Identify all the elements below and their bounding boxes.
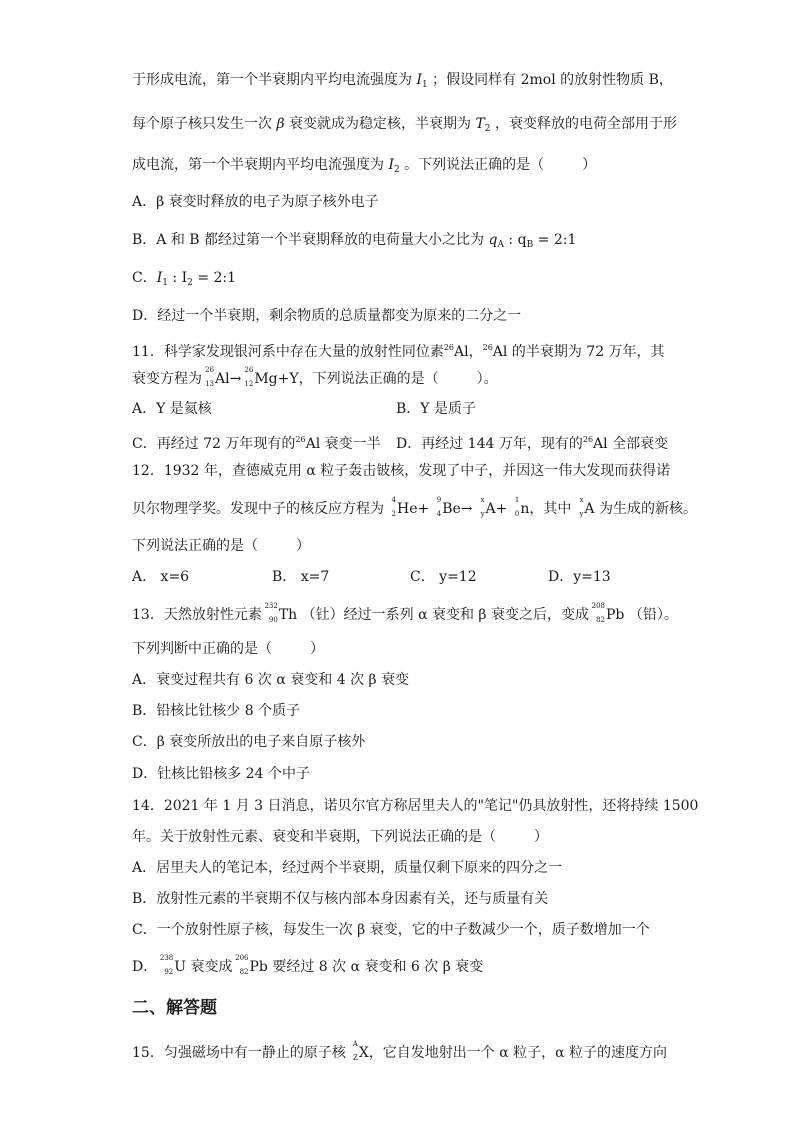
symbol-i1: I xyxy=(416,72,422,88)
q12-stem-line-1: 12．1932 年，查德威克用 α 粒子轰击铍核，发现了中子，并因这一伟大发现而获得诺 xyxy=(132,463,671,479)
text: ；假设同样有 2mol 的放射性物质 B， xyxy=(432,72,673,88)
text: ） xyxy=(582,157,597,173)
q12-option-d[interactable]: D．y=13 xyxy=(548,569,611,585)
text: Pb 要经过 8 次 α 衰变和 6 次 β 衰变 xyxy=(249,959,484,975)
symbol-beta: β xyxy=(276,116,285,132)
text: ） xyxy=(534,829,548,845)
atomic-number: 13 xyxy=(205,380,214,388)
text: Al 全部衰变 xyxy=(593,436,669,452)
text: 贝尔物理学奖。发现中子的核反应方程为 xyxy=(132,501,384,517)
text: +Y，下列说法正确的是（ xyxy=(277,371,439,387)
nuclide-u xyxy=(157,956,173,974)
text: ） xyxy=(310,641,324,657)
text: A+ xyxy=(485,501,508,517)
q14-option-c[interactable]: C．一个放射性原子核，每发生一次 β 衰变，它的中子数减少一个，质子数增加一个 xyxy=(132,922,650,938)
nuclide-th xyxy=(262,604,278,622)
atomic-number: 0 xyxy=(514,510,520,518)
atomic-number: 2 xyxy=(391,510,396,518)
atomic-number: 4 xyxy=(436,510,442,518)
text: : I xyxy=(167,270,188,286)
nuclide-n xyxy=(507,498,519,516)
mass: 9 xyxy=(436,496,442,504)
text: A 为生成的新核。 xyxy=(584,501,697,517)
q15-stem-line-1 xyxy=(132,1042,667,1063)
symbol-t2: T xyxy=(475,116,485,132)
symbol-i: I xyxy=(156,270,163,286)
q11-option-c[interactable] xyxy=(132,430,381,454)
text: X，它自发地射出一个 α 粒子，α 粒子的速度方向 xyxy=(358,1045,668,1061)
text: 成电流，第一个半衰期内平均电流强度为 xyxy=(132,157,384,173)
q10-stem-line-1 xyxy=(132,70,673,95)
q10-option-c[interactable] xyxy=(132,268,236,293)
text: = 2:1 xyxy=(192,270,237,286)
text: : q xyxy=(503,232,527,248)
sup: 26 xyxy=(482,343,493,352)
q11-option-d[interactable] xyxy=(396,430,668,454)
text: 衰变就成为稳定核，半衰期为 xyxy=(289,116,471,132)
mass: 238 xyxy=(159,954,174,962)
sub: 2 xyxy=(484,124,491,134)
text: Be→ xyxy=(442,501,473,517)
q12-option-a[interactable]: A． x=6 xyxy=(132,569,190,585)
q10-option-d[interactable]: D．经过一个半衰期，剩余物质的总质量都变为原来的二分之一 xyxy=(132,308,522,324)
text: 年。关于放射性元素、衰变和半衰期，下列说法正确的是（ xyxy=(132,829,496,845)
text: Th （钍）经过一系列 α 衰变和 β 衰变之后，变成 xyxy=(278,607,589,623)
nuclide-x xyxy=(346,1042,358,1060)
nuclide-al xyxy=(202,368,214,386)
sup: 26 xyxy=(443,343,455,352)
q11-stem-line-2 xyxy=(132,368,498,389)
text: Al 衰变一半 xyxy=(305,436,381,452)
section-heading: 二、解答题 xyxy=(132,998,217,1018)
atomic-number: Z xyxy=(352,1054,358,1062)
q13-option-d[interactable]: D．钍核比铅核多 24 个中子 xyxy=(132,766,310,782)
q14-stem-line-2 xyxy=(132,827,548,847)
q11-option-a[interactable]: A．Y 是氦核 xyxy=(132,401,212,417)
symbol-i2: I xyxy=(388,157,394,173)
q12-stem-line-2 xyxy=(132,498,697,519)
mass: 232 xyxy=(264,602,278,610)
text: 11．科学家发现银河系中存在大量的放射性同位素 xyxy=(132,344,444,360)
mass: x xyxy=(579,496,584,504)
sub: B xyxy=(526,240,534,250)
nuclide-a2 xyxy=(571,498,583,516)
text: 下列判断中正确的是（ xyxy=(132,641,272,657)
q14-option-d[interactable] xyxy=(132,956,483,977)
text: Al， xyxy=(454,344,483,360)
q10-stem-line-3 xyxy=(132,155,596,180)
atomic-number: 82 xyxy=(596,616,605,624)
text: B．A 和 B 都经过第一个半衰期释放的电荷量大小之比为 xyxy=(132,232,489,248)
nuclide-be xyxy=(429,498,441,516)
mass: A xyxy=(352,1040,358,1048)
text: 于形成电流，第一个半衰期内平均电流强度为 xyxy=(132,72,412,88)
atomic-number: y xyxy=(480,510,485,518)
sub: 2 xyxy=(393,165,400,175)
text: Al 的半衰期为 72 万年，其 xyxy=(492,344,665,360)
atomic-number: y xyxy=(579,510,584,518)
text: = 2:1 xyxy=(533,232,577,248)
q13-option-b[interactable]: B．铅核比钍核少 8 个质子 xyxy=(132,703,301,719)
nuclide-a xyxy=(473,498,485,516)
q10-option-a[interactable]: A．β 衰变时释放的电子为原子核外电子 xyxy=(132,194,379,210)
text: 15．匀强磁场中有一静止的原子核 xyxy=(132,1045,346,1061)
atomic-number: 90 xyxy=(268,616,278,624)
text: Pb （铅）。 xyxy=(605,607,678,623)
nuclide-pb206 xyxy=(232,956,248,974)
nuclide-mg xyxy=(241,368,253,386)
q13-option-c[interactable]: C．β 衰变所放出的电子来自原子核外 xyxy=(132,734,366,750)
text: C．再经过 72 万年现有的 xyxy=(132,436,296,452)
symbol-q: q xyxy=(488,232,498,248)
q14-option-b[interactable]: B．放射性元素的半衰期不仅与核内部本身因素有关，还与质量有关 xyxy=(132,891,549,907)
q13-option-a[interactable]: A．衰变过程共有 6 次 α 衰变和 4 次 β 衰变 xyxy=(132,672,410,688)
sub: 1 xyxy=(421,80,428,90)
atomic-number: 92 xyxy=(164,968,174,976)
q12-stem-line-3 xyxy=(132,536,310,556)
text: 。下列说法正确的是（ xyxy=(404,157,545,173)
text: ，衰变释放的电荷全部用于形 xyxy=(494,116,677,132)
sup: 26 xyxy=(582,435,594,444)
atomic-number: 82 xyxy=(239,968,249,976)
q10-stem-line-2 xyxy=(132,114,677,139)
text: U 衰变成 xyxy=(174,959,233,975)
atomic-number: 12 xyxy=(244,380,254,388)
q13-stem-line-1 xyxy=(132,604,678,625)
text: 下列说法正确的是（ xyxy=(132,538,258,554)
q12-option-c[interactable]: C． y=12 xyxy=(410,569,477,585)
text: D．再经过 144 万年，现有的 xyxy=(396,436,583,452)
q10-option-b[interactable] xyxy=(132,230,576,255)
text: C． xyxy=(132,270,157,286)
text: 每个原子核只发生一次 xyxy=(132,116,272,132)
text: Al xyxy=(215,371,230,387)
arrow: → xyxy=(229,371,242,387)
text: ）。 xyxy=(476,371,498,387)
text: Mg xyxy=(254,371,278,387)
text: ） xyxy=(296,538,310,554)
mass: 208 xyxy=(591,602,605,610)
q12-option-b[interactable]: B． x=7 xyxy=(272,569,330,585)
q14-stem-line-1: 14．2021 年 1 月 3 日消息，诺贝尔官方称居里夫人的"笔记"仍具放射性，还将持续 1500 xyxy=(132,798,699,814)
sub: 2 xyxy=(187,278,193,288)
nuclide-pb xyxy=(589,604,605,622)
q13-stem-line-2 xyxy=(132,639,324,659)
q11-option-b[interactable]: B．Y 是质子 xyxy=(396,401,476,417)
text: He+ xyxy=(397,501,430,517)
mass: 26 xyxy=(205,366,214,374)
text: 13．天然放射性元素 xyxy=(132,607,262,623)
q14-option-a[interactable]: A．居里夫人的笔记本，经过两个半衰期，质量仅剩下原来的四分之一 xyxy=(132,860,563,876)
sup: 26 xyxy=(295,435,306,444)
text: D． xyxy=(132,959,158,975)
mass: 206 xyxy=(235,954,249,962)
sub: A xyxy=(497,240,504,250)
sub: 1 xyxy=(162,278,168,288)
mass: 4 xyxy=(391,496,396,504)
text: n，其中 xyxy=(520,501,572,517)
mass: 26 xyxy=(244,366,254,374)
text: 衰变方程为 xyxy=(132,371,202,387)
q11-stem-line-1 xyxy=(132,338,665,362)
mass: 1 xyxy=(514,496,520,504)
nuclide-he xyxy=(384,498,396,516)
mass: x xyxy=(480,496,485,504)
